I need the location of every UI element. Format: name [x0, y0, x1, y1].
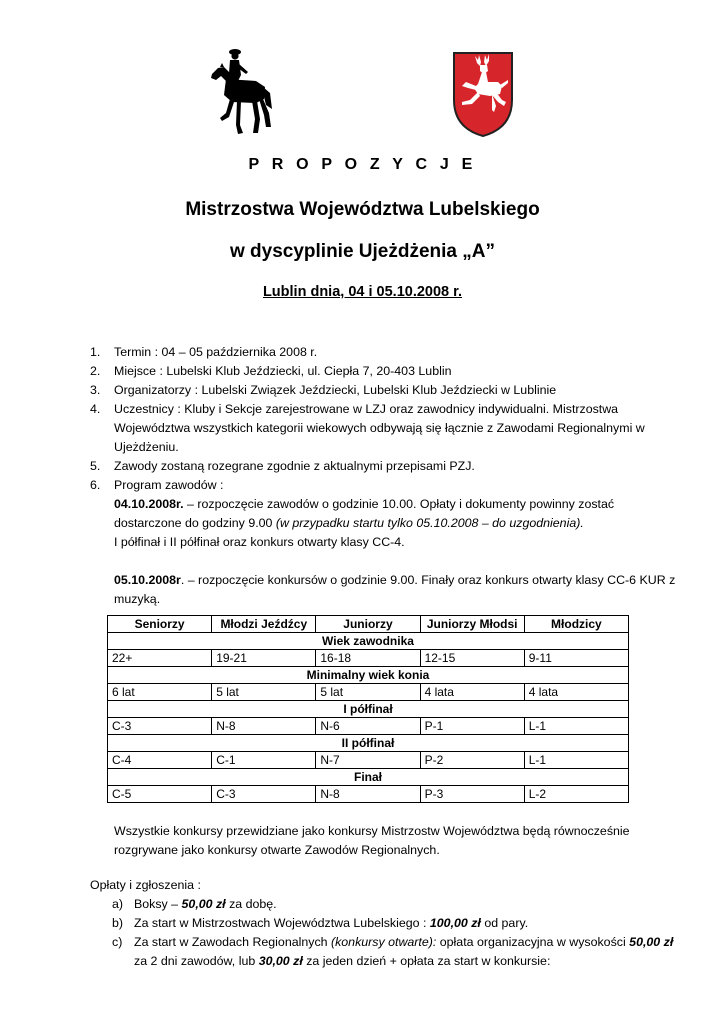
list-item [90, 400, 680, 457]
item-text: Miejsce : Lubelski Klub Jeździecki, ul. Ciepła 7, 20-403 Lublin [114, 364, 452, 378]
day2-line2: muzyką. [114, 592, 161, 606]
section-title: Wiek zawodnika [108, 633, 629, 650]
table-cell: N-8 [316, 786, 420, 803]
table-cell: L-1 [524, 718, 628, 735]
fee-text: za 2 dni zawodów, lub [134, 954, 259, 968]
table-cell: C-4 [108, 752, 212, 769]
program-day2 [90, 571, 680, 609]
fee-amount: 50,00 zł [181, 897, 226, 911]
horse-rider-logo [208, 47, 274, 135]
item-number: 1. [90, 345, 101, 359]
column-header: Juniorzy Młodsi [420, 616, 524, 633]
column-header: Juniorzy [316, 616, 420, 633]
section-title: Finał [108, 769, 629, 786]
day1-line2: dostarczone do godziny 9.00 [114, 516, 276, 530]
table-cell: 5 lat [316, 684, 420, 701]
table-cell: C-3 [212, 786, 316, 803]
competition-table [107, 615, 629, 803]
date-line: Lublin dnia, 04 i 05.10.2008 r. [262, 284, 463, 300]
fee-text: za dobę. [225, 897, 277, 911]
item-text: Termin : 04 – 05 października 2008 r. [114, 345, 318, 359]
fee-text: od pary. [480, 916, 529, 930]
fee-text: Boksy – [134, 897, 182, 911]
item-number: 6. [90, 478, 101, 492]
note-line: Wszystkie konkursy przewidziane jako konkursy Mistrzostw Województwa będą równocześnie [114, 824, 630, 838]
list-item [90, 457, 680, 476]
table-cell: 22+ [108, 650, 212, 667]
table-section-row [108, 633, 629, 650]
document-title: P R O P O Z Y C J E [248, 156, 477, 173]
section-title: I półfinał [108, 701, 629, 718]
numbered-list [90, 343, 680, 609]
list-item [90, 343, 680, 362]
table-cell: 9-11 [524, 650, 628, 667]
fee-text: Za start w Mistrzostwach Województwa Lubelskiego : [134, 916, 430, 930]
table-cell: 4 lata [524, 684, 628, 701]
fee-amount: 100,00 zł [429, 916, 481, 930]
table-row [108, 684, 629, 701]
list-item [90, 476, 680, 495]
fee-letter: a) [112, 897, 124, 911]
column-header: Młodzicy [524, 616, 628, 633]
table-cell: 6 lat [108, 684, 212, 701]
discipline: w dyscyplinie Ujeżdżenia „A” [229, 241, 496, 262]
table-cell: P-2 [420, 752, 524, 769]
fee-item [90, 933, 690, 952]
table-cell: 12-15 [420, 650, 524, 667]
fee-text: Za start w Zawodach Regionalnych [134, 935, 331, 949]
item-text: Organizatorzy : Lubelski Związek Jeździecki, Lubelski Klub Jeździecki w Lublinie [114, 383, 557, 397]
section-title: II półfinał [108, 735, 629, 752]
item-text: Zawody zostaną rozegrane zgodnie z aktualnymi przepisami PZJ. [114, 459, 475, 473]
table-cell: C-3 [108, 718, 212, 735]
table-row [108, 786, 629, 803]
item-number: 3. [90, 383, 101, 397]
table-cell: N-6 [316, 718, 420, 735]
fees-title: Opłaty i zgłoszenia : [90, 878, 201, 892]
item-number: 4. [90, 402, 101, 416]
table-section-row [108, 701, 629, 718]
table-cell: P-1 [420, 718, 524, 735]
fee-text: opłata organizacyjna w wysokości [436, 935, 630, 949]
fee-text: za jeden dzień + opłata za start w konkursie: [302, 954, 551, 968]
note-paragraph [114, 822, 674, 860]
fee-item-continuation [90, 952, 690, 971]
item-text: Program zawodów : [114, 478, 224, 492]
table-cell: 16-18 [316, 650, 420, 667]
table-cell: L-1 [524, 752, 628, 769]
fee-item [90, 895, 690, 914]
table-row [108, 752, 629, 769]
fees-section [90, 876, 690, 971]
fee-amount: 30,00 zł [258, 954, 303, 968]
table-row [108, 650, 629, 667]
column-header: Seniorzy [108, 616, 212, 633]
fee-item [90, 914, 690, 933]
program-day1 [90, 495, 680, 552]
table-row [108, 718, 629, 735]
item-text: Województwa wszystkich kategorii wiekowych odbywają się łącznie z Zawodami Regionalnymi w [114, 421, 645, 435]
list-item [90, 381, 680, 400]
table-section-row [108, 735, 629, 752]
item-text: Ujeżdżeniu. [114, 440, 179, 454]
item-text: Uczestnicy : Kluby i Sekcje zarejestrowane w LZJ oraz zawodnicy indywidualni. Mistrzostwa [114, 402, 619, 416]
table-cell: 19-21 [212, 650, 316, 667]
lublin-deer-crest [452, 50, 514, 138]
table-section-row [108, 667, 629, 684]
table-cell: 4 lata [420, 684, 524, 701]
table-cell: C-5 [108, 786, 212, 803]
table-cell: L-2 [524, 786, 628, 803]
fee-amount: 50,00 zł [629, 935, 674, 949]
table-cell: N-7 [316, 752, 420, 769]
section-title: Minimalny wiek konia [108, 667, 629, 684]
day1-italic: (w przypadku startu tylko 05.10.2008 – do uzgodnienia). [275, 516, 584, 530]
table-cell: C-1 [212, 752, 316, 769]
note-line: rozgrywane jako konkursy otwarte Zawodów Regionalnych. [114, 843, 440, 857]
fee-italic: (konkursy otwarte): [330, 935, 437, 949]
item-number: 2. [90, 364, 101, 378]
day1-line3: I półfinał i II półfinał oraz konkurs otwarty klasy CC-4. [114, 535, 405, 549]
table-cell: 5 lat [212, 684, 316, 701]
column-header: Młodzi Jeźdźcy [212, 616, 316, 633]
day1-text: – rozpoczęcie zawodów o godzinie 10.00. Opłaty i dokumenty powinny zostać [183, 497, 615, 511]
table-header-row [108, 616, 629, 633]
item-number: 5. [90, 459, 101, 473]
fee-letter: b) [112, 916, 124, 930]
table-section-row [108, 769, 629, 786]
event-name: Mistrzostwa Województwa Lubelskiego [185, 199, 540, 220]
list-item [90, 362, 680, 381]
day2-text: . – rozpoczęcie konkursów o godzinie 9.00. Finały oraz konkurs otwarty klasy CC-6 KUR z [180, 573, 676, 587]
day2-date: 05.10.2008r [114, 573, 181, 587]
table-cell: N-8 [212, 718, 316, 735]
fee-letter: c) [112, 935, 123, 949]
table-cell: P-3 [420, 786, 524, 803]
day1-date: 04.10.2008r. [114, 497, 184, 511]
